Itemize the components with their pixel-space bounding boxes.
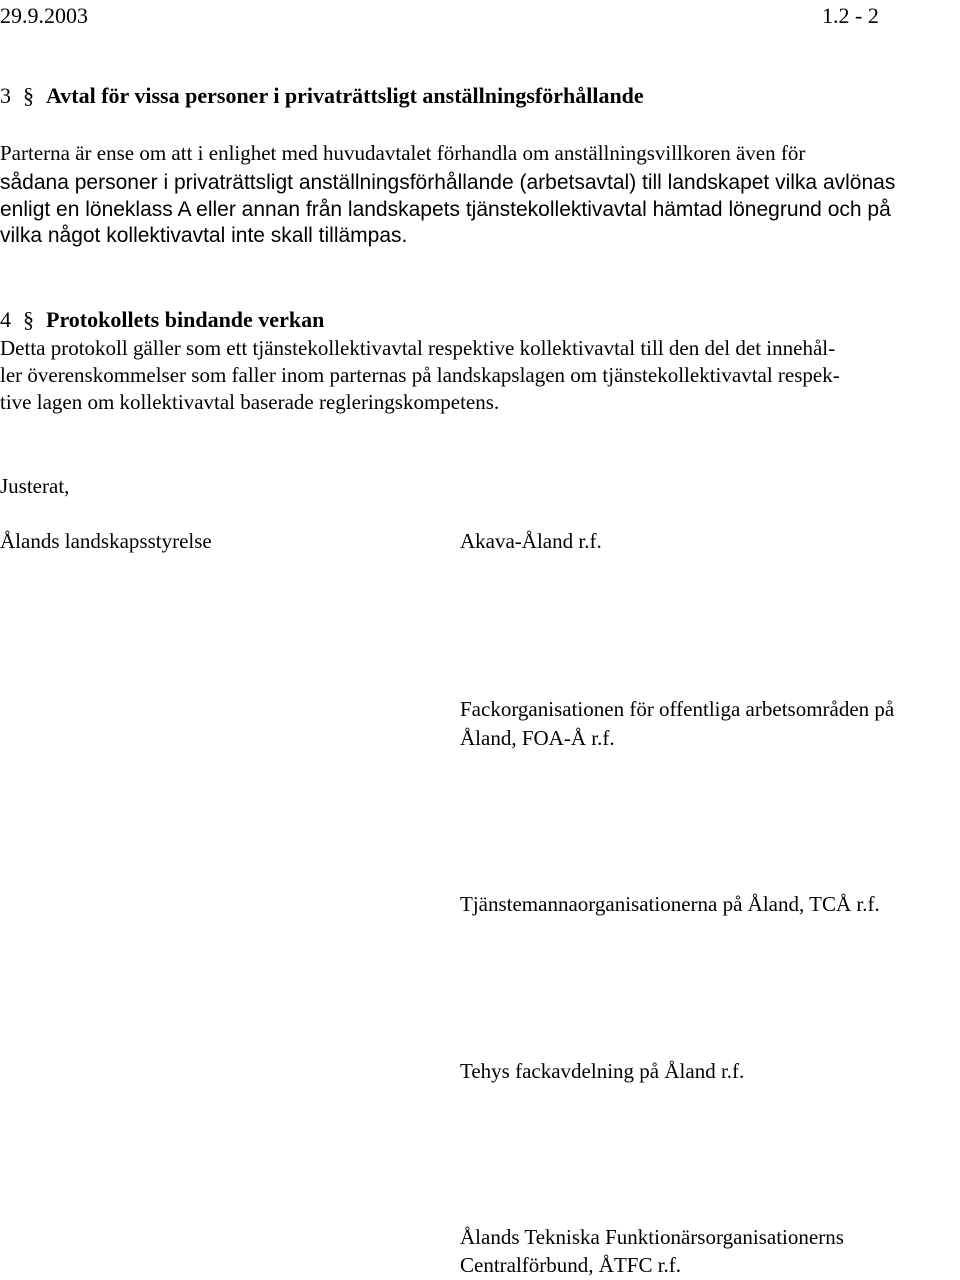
- section-number: 4: [0, 307, 11, 332]
- signatory-alands-landskapsstyrelse: Ålands landskapsstyrelse: [0, 529, 212, 553]
- signatory-akava: Akava-Åland r.f.: [460, 529, 602, 553]
- signatory-tehy: Tehys fackavdelning på Åland r.f.: [460, 1059, 745, 1083]
- section-4-heading: [0, 307, 324, 333]
- section-3-line-2: sådana personer i privaträttsligt anställningsförhållande (arbetsavtal) till landskapet vilka avlönas: [0, 171, 896, 194]
- section-4-line-2: ler överenskommelser som faller inom parternas på landskapslagen om tjänstekollektivavtal respek-: [0, 363, 840, 387]
- signatory-tca: Tjänstemannaorganisationerna på Åland, TCÅ r.f.: [460, 892, 880, 916]
- section-3-line-3: enligt en löneklass A eller annan från landskapets tjänstekollektivavtal hämtad lönegrund och på: [0, 198, 891, 221]
- signatory-foa-line-2: Åland, FOA-Å r.f.: [460, 726, 615, 750]
- section-number: 3: [0, 83, 11, 108]
- section-title: Avtal för vissa personer i privaträttsligt anställningsförhållande: [46, 83, 644, 108]
- section-3-line-1: Parterna är ense om att i enlighet med huvudavtalet förhandla om anställningsvillkoren även för: [0, 141, 806, 165]
- paragraph-sign-icon: §: [23, 307, 34, 332]
- signatory-foa-line-1: Fackorganisationen för offentliga arbetsområden på: [460, 697, 895, 721]
- signatory-atfc-line-1: Ålands Tekniska Funktionärsorganisationerns: [460, 1225, 844, 1249]
- header-date: 29.9.2003: [0, 3, 88, 28]
- signatory-atfc-line-2: Centralförbund, ÅTFC r.f.: [460, 1253, 682, 1277]
- section-title: Protokollets bindande verkan: [46, 307, 325, 332]
- page-number: 1.2 - 2: [822, 3, 879, 28]
- section-4-line-3: tive lagen om kollektivavtal baserade regleringskompetens.: [0, 390, 500, 414]
- justerat-label: Justerat,: [0, 474, 70, 498]
- paragraph-sign-icon: §: [23, 83, 34, 108]
- section-4-line-1: Detta protokoll gäller som ett tjänstekollektivavtal respektive kollektivavtal till den del det innehål-: [0, 336, 836, 360]
- section-3-heading: [0, 83, 644, 109]
- section-3-line-4: vilka något kollektivavtal inte skall tillämpas.: [0, 224, 408, 247]
